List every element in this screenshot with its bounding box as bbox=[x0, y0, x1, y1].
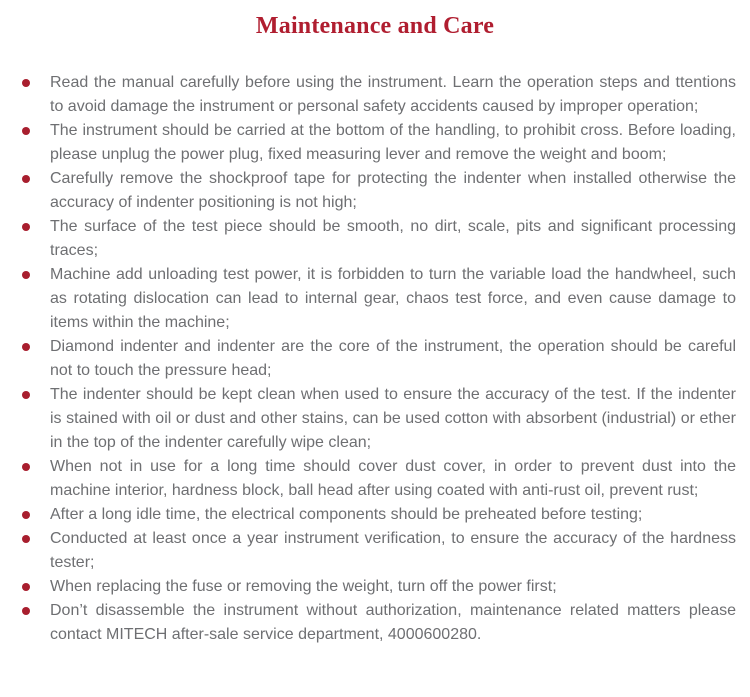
list-item-text: Conducted at least once a year instrument verification, to ensure the accuracy of the hardness tester; bbox=[50, 529, 736, 571]
list-item-text: Don’t disassemble the instrument without authorization, maintenance related matters please contact MITECH after-sale service department, 4000600280. bbox=[50, 601, 736, 643]
list-item bbox=[0, 215, 750, 263]
list-item bbox=[0, 575, 750, 599]
list-item bbox=[0, 71, 750, 119]
list-item-text: The indenter should be kept clean when used to ensure the accuracy of the test. If the indenter is stained with oil or dust and other stains, can be used cotton with absorbent (industrial) or ether in the top of the indenter carefully wipe clean; bbox=[50, 385, 736, 451]
list-item bbox=[0, 167, 750, 215]
list-item-text: The instrument should be carried at the bottom of the handling, to prohibit cross. Before loading, please unplug the power plug, fixed measuring lever and remove the weight and boom; bbox=[50, 121, 736, 163]
list-item bbox=[0, 503, 750, 527]
list-item-text: Read the manual carefully before using the instrument. Learn the operation steps and ttentions to avoid damage the instrument or personal safety accidents caused by improper operation; bbox=[50, 73, 736, 115]
list-item-text: After a long idle time, the electrical components should be preheated before testing; bbox=[50, 505, 643, 523]
list-item-text: Carefully remove the shockproof tape for protecting the indenter when installed otherwise the accuracy of indenter positioning is not high; bbox=[50, 169, 736, 211]
document-page bbox=[0, 12, 750, 697]
page-title: Maintenance and Care bbox=[255, 13, 495, 39]
list-item-text: When not in use for a long time should cover dust cover, in order to prevent dust into the machine interior, hardness block, ball head after using coated with anti-rust oil, prevent rust; bbox=[50, 457, 736, 499]
list-item-text: Machine add unloading test power, it is forbidden to turn the variable load the handwheel, such as rotating dislocation can lead to internal gear, chaos test force, and even cause damage to items within the machine; bbox=[50, 265, 736, 331]
list-item bbox=[0, 335, 750, 383]
list-item bbox=[0, 263, 750, 335]
list-item bbox=[0, 119, 750, 167]
list-item-text: Diamond indenter and indenter are the core of the instrument, the operation should be careful not to touch the pressure head; bbox=[50, 337, 736, 379]
list-item-text: The surface of the test piece should be smooth, no dirt, scale, pits and significant processing traces; bbox=[50, 217, 736, 259]
maintenance-list bbox=[0, 71, 750, 647]
list-item bbox=[0, 455, 750, 503]
list-item bbox=[0, 527, 750, 575]
list-item bbox=[0, 383, 750, 455]
list-item bbox=[0, 599, 750, 647]
list-item-text: When replacing the fuse or removing the weight, turn off the power first; bbox=[50, 577, 557, 595]
